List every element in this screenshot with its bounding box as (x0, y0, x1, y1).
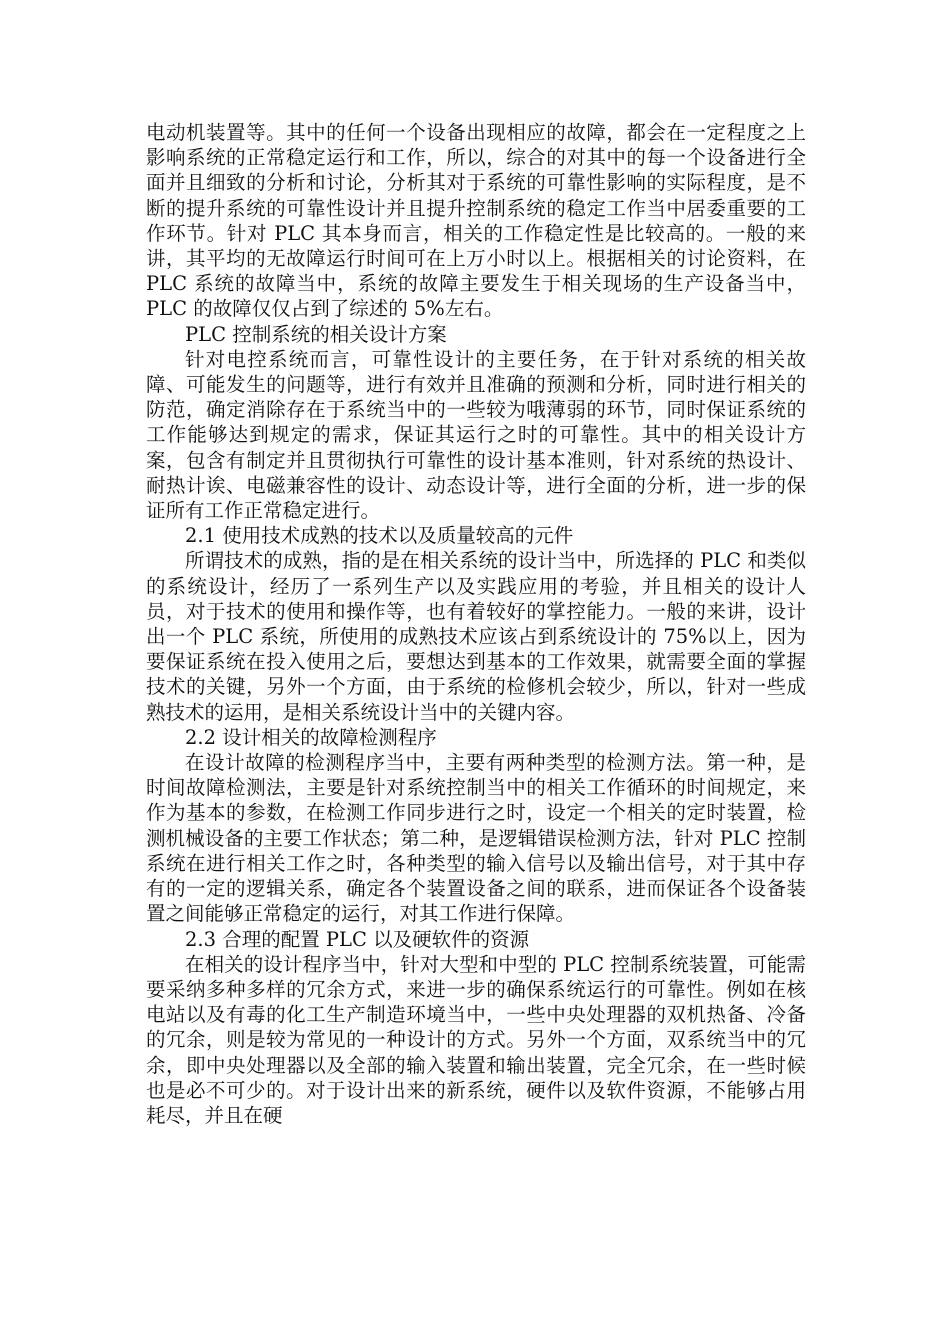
paragraph-2-1: 所谓技术的成熟，指的是在相关系统的设计当中，所选择的 PLC 和类似的系统设计，经历了一系列生产以及实践应用的考验，并且相关的设计人员，对于技术的使用和操作等，也有着较好的掌控能力。一般的来讲，设计出一个 PLC 系统，所使用的成熟技术应该占到系统设计的 75%以上，因为要保证系统在投入使用之后，要想达到基本的工作效果，就需要全面的掌握技术的关键，另外一个方面，由于系统的检修机会较少，所以，针对一些成熟技术的运用，是相关系统设计当中的关键内容。 (146, 549, 806, 724)
document-body (146, 120, 806, 1128)
paragraph-intro: 电动机装置等。其中的任何一个设备出现相应的故障，都会在一定程度之上影响系统的正常稳定运行和工作，所以，综合的对其中的每一个设备进行全面并且细致的分析和讨论，分析其对于系统的可靠性影响的实际程度，是不断的提升系统的可靠性设计并且提升控制系统的稳定工作当中居委重要的工作环节。针对 PLC 其本身而言，相关的工作稳定性是比较高的。一般的来讲，其平均的无故障运行时间可在上万小时以上。根据相关的讨论资料，在 PLC 系统的故障当中，系统的故障主要发生于相关现场的生产设备当中，PLC 的故障仅仅占到了综述的 5%左右。 (146, 121, 806, 321)
section-heading-2-2: 2.2 设计相关的故障检测程序 (185, 725, 437, 749)
section-heading-2-3: 2.3 合理的配置 PLC 以及硬软件的资源 (185, 927, 530, 951)
section-heading-2-1: 2.1 使用技术成熟的技术以及质量较高的元件 (185, 524, 574, 548)
section-heading-design-scheme: PLC 控制系统的相关设计方案 (185, 322, 447, 346)
paragraph-2-2: 在设计故障的检测程序当中，主要有两种类型的检测方法。第一种，是时间故障检测法，主要是针对系统控制当中的相关工作循环的时间规定，来作为基本的参数，在检测工作同步进行之时，设定一个相关的定时装置，检测机械设备的主要工作状态；第二种，是逻辑错误检测方法，针对 PLC 控制系统在进行相关工作之时，各种类型的输入信号以及输出信号，对于其中存有的一定的逻辑关系，确定各个装置设备之间的联系，进而保证各个设备装置之间能够正常稳定的运行，对其工作进行保障。 (146, 751, 806, 926)
paragraph-design-scheme: 针对电控系统而言，可靠性设计的主要任务，在于针对系统的相关故障、可能发生的问题等，进行有效并且准确的预测和分析，同时进行相关的防范，确定消除存在于系统当中的一些较为哦薄弱的环节，同时保证系统的工作能够达到规定的需求，保证其运行之时的可靠性。其中的相关设计方案，包含有制定并且贯彻执行可靠性的设计基本准则，针对系统的热设计、耐热计诶、电磁兼容性的设计、动态设计等，进行全面的分析，进一步的保证所有工作正常稳定进行。 (146, 347, 806, 523)
paragraph-2-3: 在相关的设计程序当中，针对大型和中型的 PLC 控制系统装置，可能需要采纳多种多样的冗余方式，来进一步的确保系统运行的可靠性。例如在核电站以及有毒的化工生产制造环境当中，一些中央处理器的双机热备、冷备的冗余，则是较为常见的一种设计的方式。另外一个方面，双系统当中的冗余，即中央处理器以及全部的输入装置和输出装置，完全冗余，在一些时候也是必不可少的。对于设计出来的新系统，硬件以及软件资源，不能够占用耗尽，并且在硬 (146, 952, 806, 1127)
